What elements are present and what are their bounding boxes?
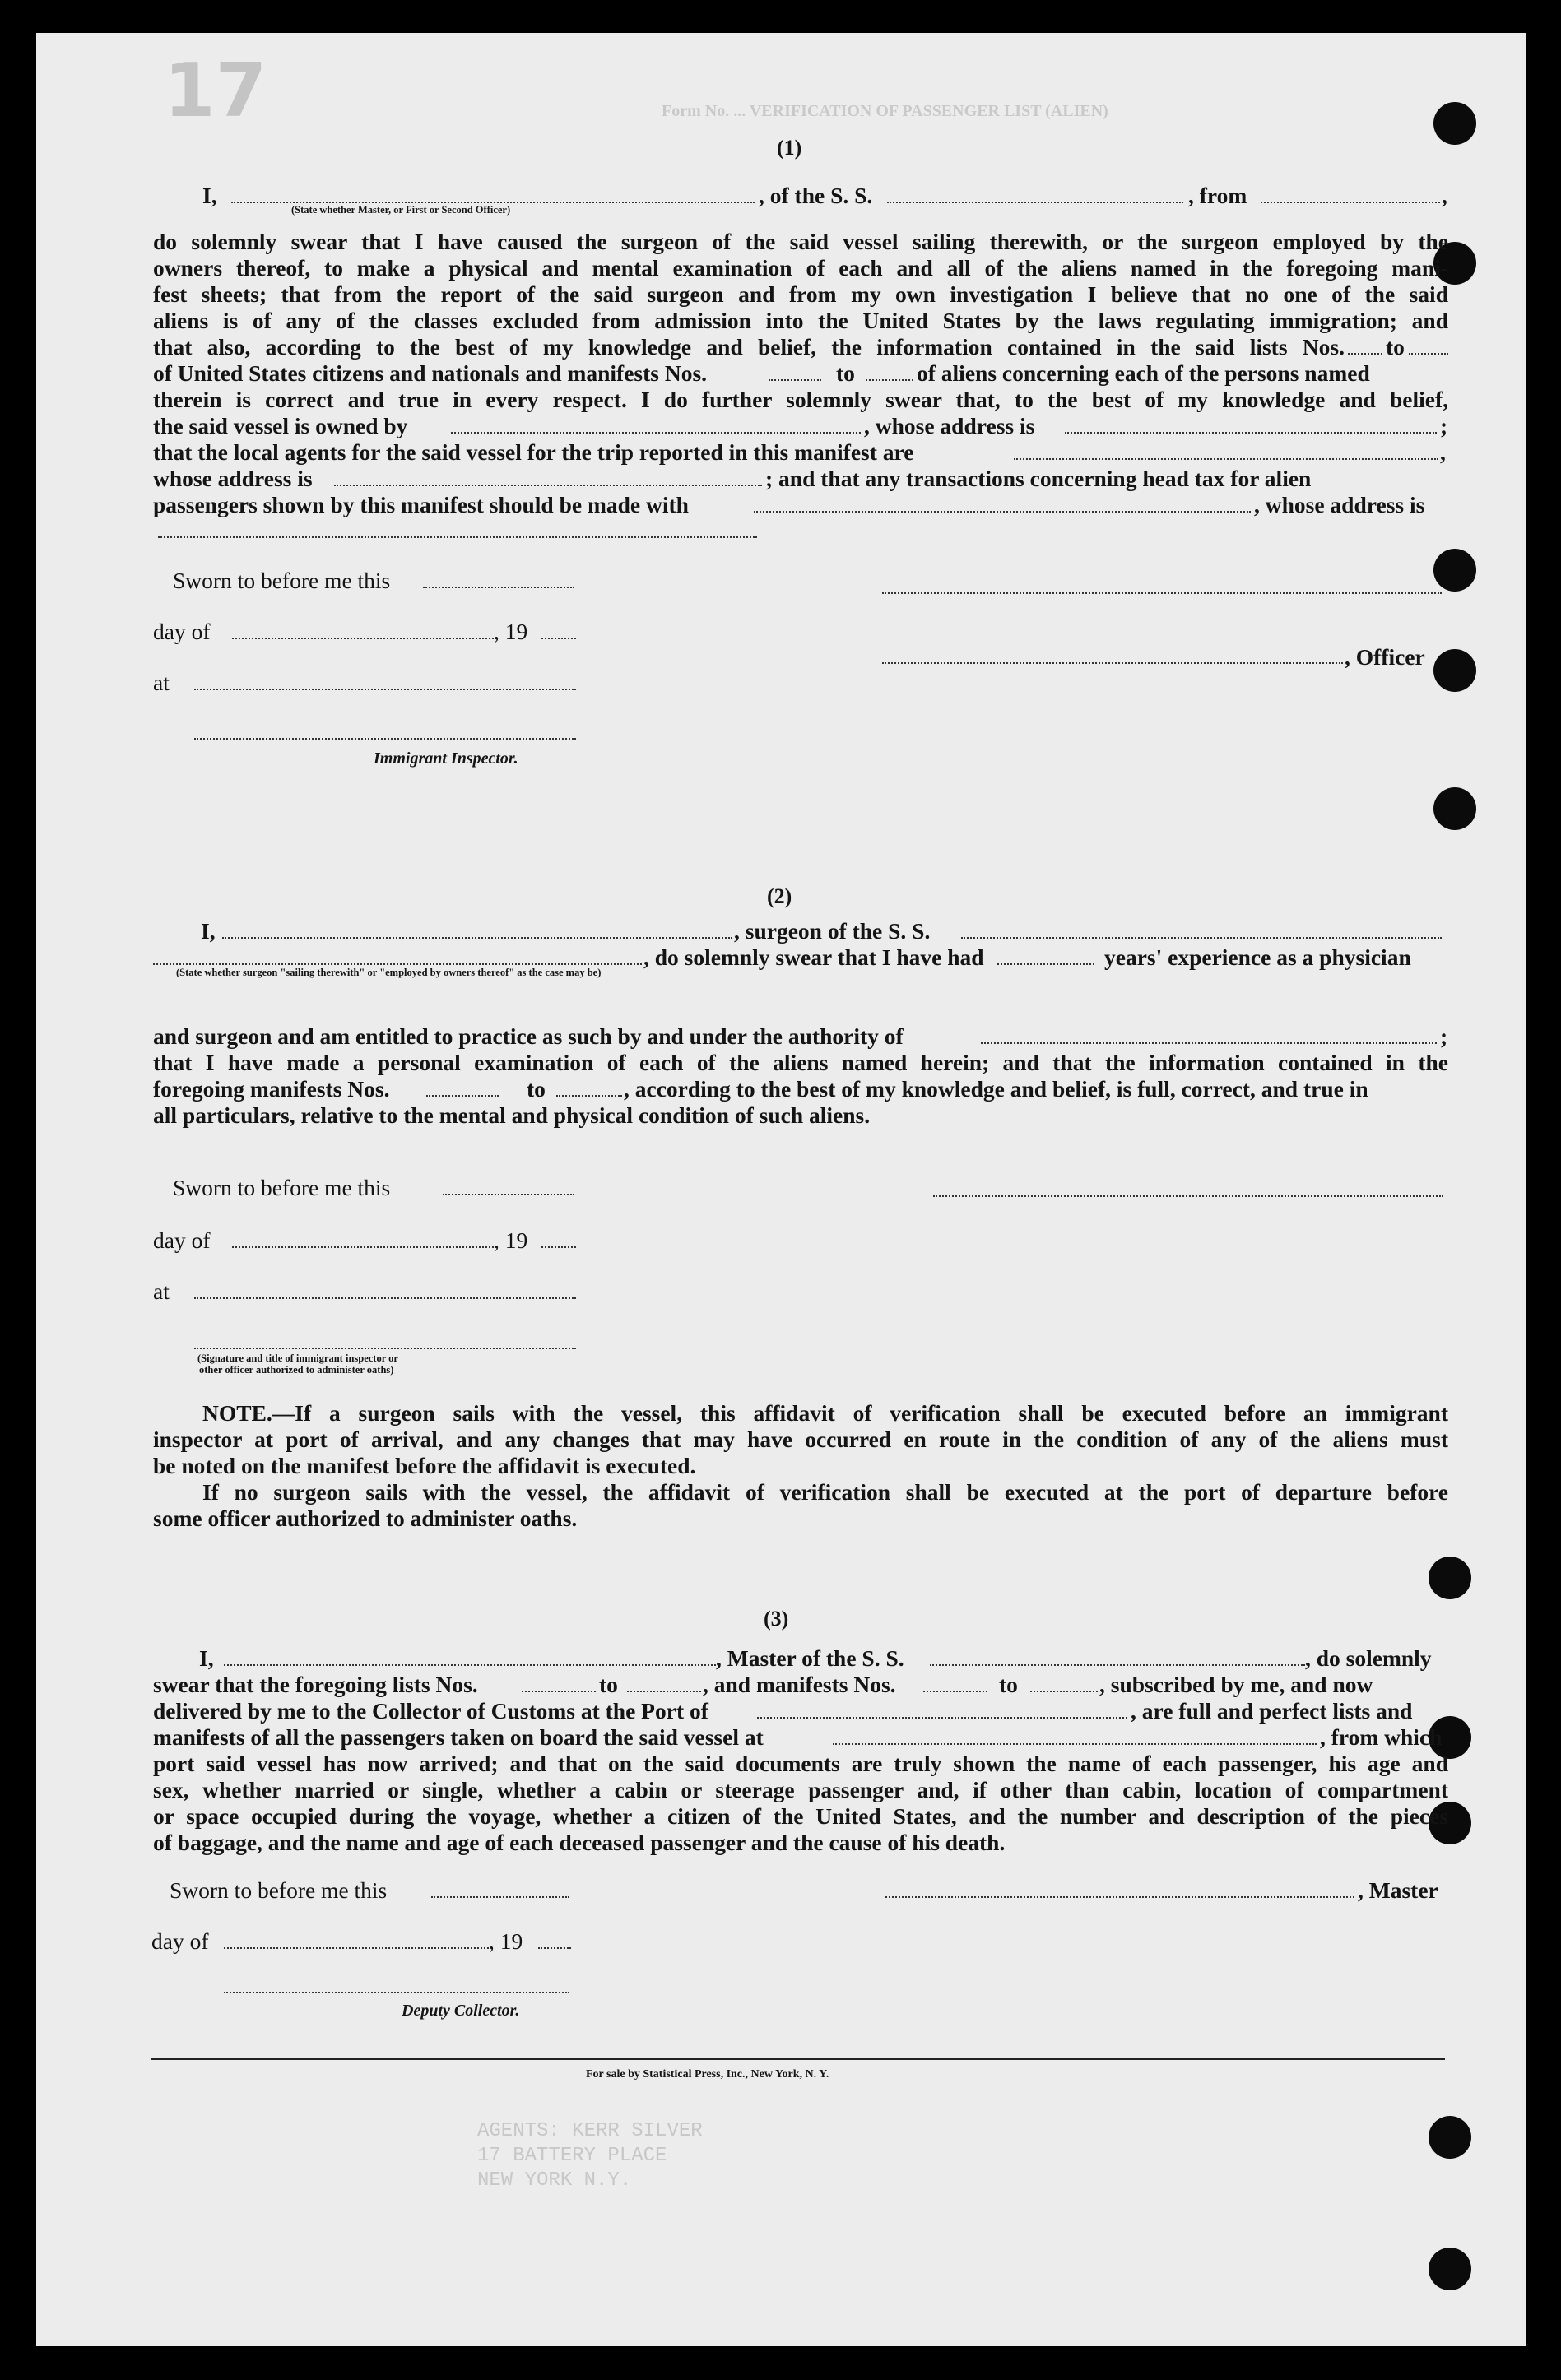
punch-hole [1429, 2116, 1471, 2159]
s3-sworn-field[interactable] [431, 1896, 569, 1898]
s1-at-field[interactable] [194, 689, 576, 690]
footer-rule [151, 2058, 1445, 2060]
s1-sworn: Sworn to before me this [173, 568, 391, 593]
s3-master-label: , Master [1358, 1877, 1438, 1903]
s1-inspector-caption: Immigrant Inspector. [374, 749, 518, 768]
s1-officer-signature-field[interactable] [882, 662, 1343, 664]
s2-line3-a: and surgeon and am entitled to practice as such by and under the authority of [153, 1023, 904, 1049]
s1-para-line: owners thereof, to make a physical and mental examination of each and all of the aliens named in the foregoing mani- [153, 255, 1448, 281]
s2-authority-field[interactable] [981, 1042, 1437, 1044]
s3-para-line: port said vessel has now arrived; and that on the said documents are truly shown the name of each passenger, his age and [153, 1751, 1448, 1776]
s2-surgeon-type-field[interactable] [153, 963, 642, 965]
s2-note-line: If no surgeon sails with the vessel, the affidavit of verification shall be executed at the port of departure before [202, 1479, 1448, 1505]
s2-year-field[interactable] [541, 1246, 576, 1248]
s3-day-of: day of [151, 1928, 209, 1954]
s3-para-line: sex, whether married or single, whether a cabin or steerage passenger and, if other than cabin, location of compartment [153, 1777, 1448, 1802]
s1-lists-from-field[interactable] [1348, 353, 1382, 355]
s3-line3-a: delivered by me to the Collector of Customs at the Port of [153, 1698, 708, 1724]
s2-line5-a: foregoing manifests Nos. [153, 1076, 390, 1102]
section-1-number: (1) [777, 136, 802, 160]
s3-line1-b: , Master of the S. S. [716, 1645, 904, 1671]
s1-agents-address-field[interactable] [334, 485, 762, 486]
s2-line2-a: , do solemnly swear that I have had [643, 944, 984, 970]
punch-hole [1429, 1557, 1471, 1599]
s2-surgeon-name-field[interactable] [222, 937, 732, 939]
s1-at: at [153, 670, 170, 695]
s3-manifest-to-field[interactable] [1030, 1691, 1098, 1692]
s2-ship-field[interactable] [961, 937, 1442, 939]
bleed-through-line: AGENTS: KERR SILVER [477, 2120, 703, 2142]
s2-line3-b: ; [1440, 1023, 1448, 1049]
s3-line4-a: manifests of all the passengers taken on board the said vessel at [153, 1724, 764, 1750]
s1-headtax-address-field[interactable] [158, 536, 757, 538]
s1-owner-address-field[interactable] [1065, 432, 1437, 434]
s2-day-of: day of [153, 1227, 211, 1253]
s2-line2-b: years' experience as a physician [1104, 944, 1411, 970]
punch-hole [1433, 649, 1476, 692]
s3-lists-to-field[interactable] [627, 1691, 701, 1692]
form-page [36, 33, 1526, 2346]
s2-line1-i: I, [201, 918, 216, 944]
s2-line4: that I have made a personal examination of each of the aliens named herein; and that the information contained in the [153, 1050, 1448, 1075]
s3-ship-field[interactable] [930, 1664, 1305, 1666]
s3-port-field[interactable] [757, 1717, 1127, 1719]
s1-para-line: fest sheets; that from the report of the said surgeon and from my own investigation I believe that no one of the said [153, 281, 1448, 307]
s2-sworn: Sworn to before me this [173, 1175, 391, 1200]
s2-surgeon-caption: (State whether surgeon "sailing therewith" or "employed by owners thereof" as the case may be) [176, 967, 602, 978]
punch-hole [1433, 787, 1476, 830]
s3-collector-signature-field[interactable] [224, 1992, 569, 1993]
s1-para-line: that also, according to the best of my knowledge and belief, the information contained in the said lists Nos. [153, 334, 1345, 360]
s1-lists-to-field[interactable] [1409, 353, 1448, 355]
s2-day-field[interactable] [232, 1246, 497, 1248]
s3-year: , 19 [489, 1928, 523, 1954]
s1-line8-b: , whose address is [864, 413, 1035, 438]
s1-officer-signature-top[interactable] [882, 592, 1442, 594]
s1-line6-to: to [836, 360, 855, 386]
punch-hole [1433, 102, 1476, 145]
s1-sworn-field[interactable] [423, 587, 574, 588]
s1-owner-field[interactable] [451, 432, 861, 434]
s2-sig-caption-2: other officer authorized to administer oaths) [199, 1364, 394, 1376]
s2-note-line: some officer authorized to administer oaths. [153, 1505, 578, 1531]
s3-collector-caption: Deputy Collector. [402, 2002, 520, 2020]
s1-line9-b: , [1440, 439, 1446, 465]
s2-line6: all particulars, relative to the mental and physical condition of such aliens. [153, 1102, 871, 1128]
s2-sig-caption-1: (Signature and title of immigrant inspector or [197, 1352, 398, 1364]
s2-line5-c: , according to the best of my knowledge and belief, is full, correct, and true in [624, 1076, 1368, 1102]
s2-sworn-field[interactable] [443, 1194, 574, 1195]
s3-line2-d: to [999, 1672, 1018, 1697]
s1-line6-c: of aliens concerning each of the persons named [917, 360, 1370, 386]
s1-line11-b: , whose address is [1254, 492, 1425, 517]
punch-hole [1429, 2248, 1471, 2290]
s3-line2-a: swear that the foregoing lists Nos. [153, 1672, 478, 1697]
punch-hole [1433, 549, 1476, 592]
s3-line3-b: , are full and perfect lists and [1131, 1698, 1413, 1724]
s3-lists-from-field[interactable] [522, 1691, 596, 1692]
s1-line1-i: I, [202, 183, 217, 208]
s3-manifest-from-field[interactable] [923, 1691, 987, 1692]
s1-line10-a: whose address is [153, 466, 313, 491]
s3-line2-c: , and manifests Nos. [703, 1672, 896, 1697]
s1-agents-field[interactable] [1014, 458, 1438, 460]
s3-line2-b: to [599, 1672, 618, 1697]
s3-para-line: or space occupied during the voyage, whether a citizen of the United States, and the number and description of the pieces [153, 1803, 1448, 1829]
s2-manifest-from-field[interactable] [426, 1095, 499, 1097]
s1-line8-c: ; [1440, 413, 1448, 438]
s3-line2-e: , subscribed by me, and now [1099, 1672, 1373, 1697]
s3-line4-b: , from which [1320, 1724, 1443, 1750]
s1-day-field[interactable] [232, 638, 497, 639]
s3-line1-i: I, [199, 1645, 214, 1671]
s1-year: , 19 [494, 619, 528, 644]
bleed-through-line: NEW YORK N.Y. [477, 2169, 632, 2192]
s2-note-line: be noted on the manifest before the affidavit is executed. [153, 1453, 696, 1478]
s1-from-field[interactable] [1261, 202, 1440, 203]
s2-manifest-to-field[interactable] [556, 1095, 622, 1097]
s3-embarked-field[interactable] [833, 1743, 1317, 1745]
section-3-number: (3) [764, 1607, 789, 1631]
s1-manifest-to-field[interactable] [866, 379, 913, 381]
s1-year-field[interactable] [541, 638, 576, 639]
s1-line1-from: , from [1188, 183, 1247, 208]
s1-line6-a: of United States citizens and nationals and manifests Nos. [153, 360, 708, 386]
s1-officer-label: , Officer [1345, 644, 1425, 670]
s3-sworn: Sworn to before me this [170, 1877, 388, 1903]
s1-line8-a: the said vessel is owned by [153, 413, 408, 438]
s1-line7: therein is correct and true in every respect. I do further solemnly swear that, to the best of my knowledge and belief, [153, 387, 1448, 412]
s1-ship-field[interactable] [887, 202, 1183, 203]
s2-at-field[interactable] [194, 1297, 576, 1299]
faint-header: Form No. ... VERIFICATION OF PASSENGER LIST (ALIEN) [662, 102, 1108, 120]
s2-years-field[interactable] [997, 963, 1094, 965]
s1-headtax-field[interactable] [754, 511, 1251, 513]
s2-surgeon-signature-field[interactable] [933, 1195, 1443, 1197]
bleed-through-line: 17 BATTERY PLACE [477, 2145, 667, 2167]
s1-para-line: do solemnly swear that I have caused the surgeon of the said vessel sailing therewith, or the surgeon employed by the [153, 229, 1448, 254]
s2-line5-b: to [527, 1076, 546, 1102]
s1-line1-ship: , of the S. S. [759, 183, 873, 208]
s3-year-field[interactable] [538, 1947, 571, 1949]
printer-credit: For sale by Statistical Press, Inc., New York, N. Y. [586, 2068, 829, 2081]
s1-line11-a: passengers shown by this manifest should be made with [153, 492, 689, 517]
s2-note-line: NOTE.—If a surgeon sails with the vessel, this affidavit of verification shall be executed before an immigrant [202, 1400, 1448, 1426]
s1-line1-comma: , [1442, 183, 1447, 208]
s3-master-name-field[interactable] [224, 1664, 716, 1666]
s3-master-signature-field[interactable] [885, 1896, 1354, 1898]
s1-inspector-signature-field[interactable] [194, 738, 576, 740]
s2-year: , 19 [494, 1227, 528, 1253]
s2-at: at [153, 1278, 170, 1304]
section-2-number: (2) [767, 884, 792, 908]
s2-inspector-signature-field[interactable] [194, 1348, 576, 1349]
s1-para-line: aliens is of any of the classes excluded from admission into the United States by the laws regulating immigration; and [153, 308, 1448, 333]
s1-manifest-from-field[interactable] [769, 379, 821, 381]
handwritten-page-number: 17 [164, 48, 267, 134]
s1-line10-b: ; and that any transactions concerning head tax for alien [765, 466, 1312, 491]
s2-line1-b: , surgeon of the S. S. [734, 918, 931, 944]
s1-officer-caption: (State whether Master, or First or Second Officer) [291, 204, 511, 216]
s3-para-line: of baggage, and the name and age of each deceased passenger and the cause of his death. [153, 1830, 1006, 1855]
s1-day-of: day of [153, 619, 211, 644]
s2-note-line: inspector at port of arrival, and any changes that may have occurred en route in the condition of any of the aliens must [153, 1427, 1448, 1452]
s1-lists-to: to [1386, 334, 1405, 360]
s3-day-field[interactable] [224, 1947, 489, 1949]
s1-line9-a: that the local agents for the said vessel for the trip reported in this manifest are [153, 439, 914, 465]
s1-officer-name-field[interactable] [231, 202, 755, 203]
s3-line1-c: , do solemnly [1305, 1645, 1432, 1671]
